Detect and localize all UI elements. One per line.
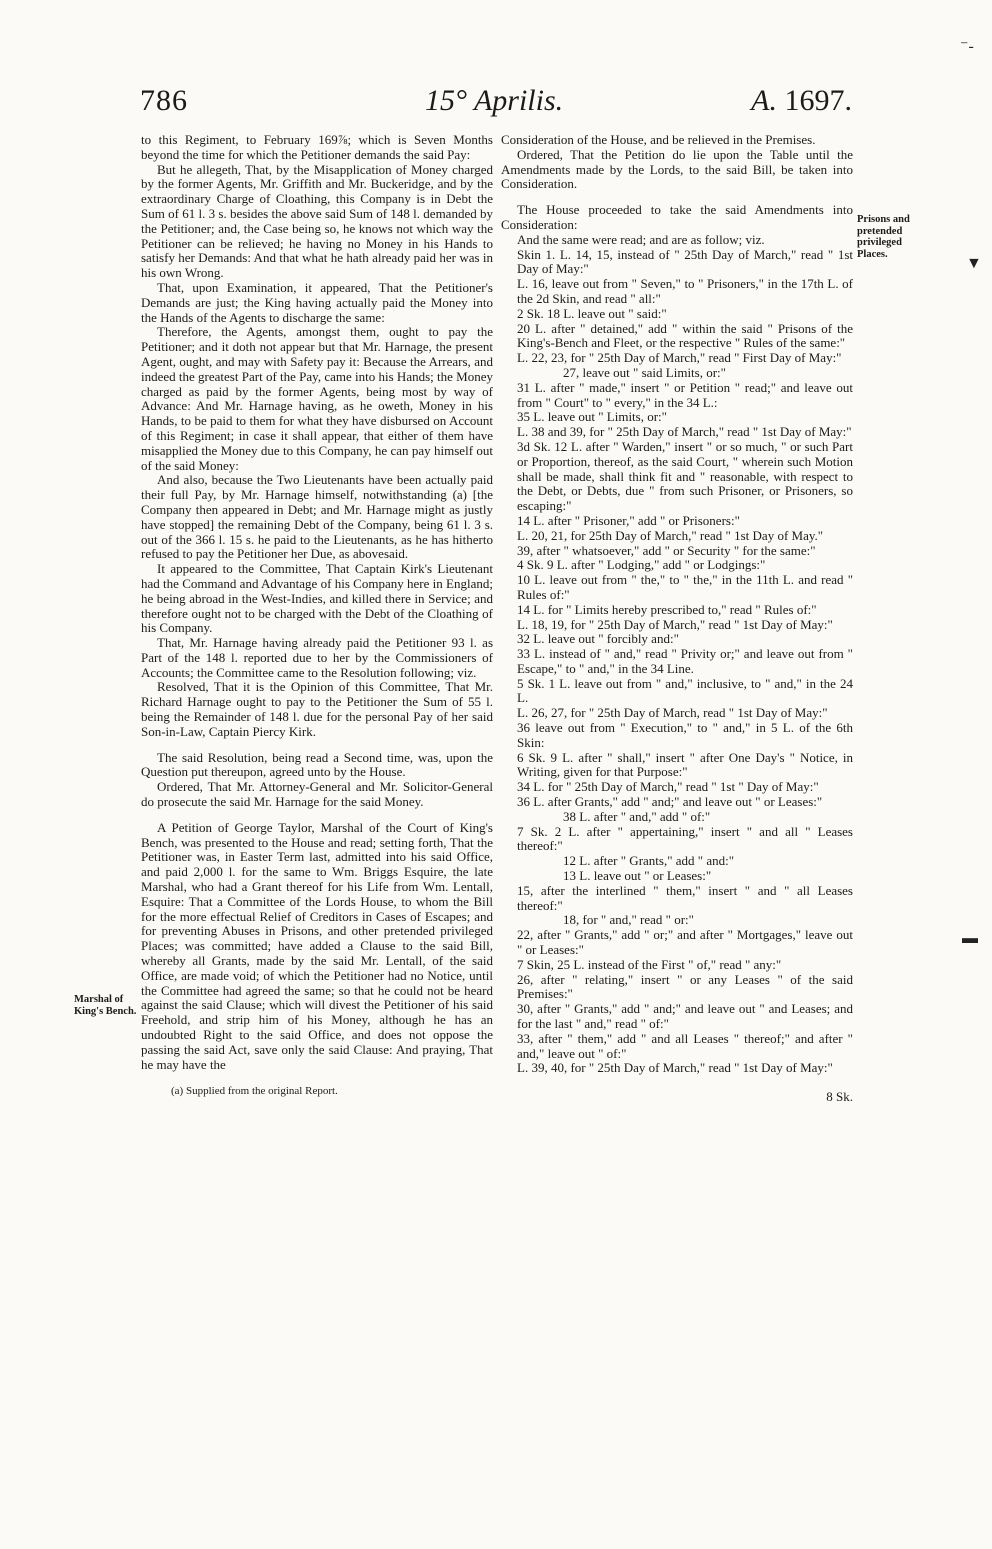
page-number: 786 — [140, 84, 188, 117]
amendment-line: 14 L. after " Prisoner," add " or Prisoners:" — [517, 512, 740, 528]
amendment-line: 2 Sk. 18 L. leave out " said:" — [517, 305, 667, 321]
amendment-line: L. 38 and 39, for " 25th Day of March," read " 1st Day of May:" — [517, 424, 852, 440]
catchword: 8 Sk. — [826, 1089, 853, 1105]
amendment-line: 6 Sk. 9 L. after " shall," insert " after One Day's " Notice, in Writing, given for that Purpose:" — [517, 749, 853, 780]
paragraph: That, Mr. Harnage having already paid the Petitioner 93 l. as Part of the 148 l. reported due to her by the Commissioners of Accounts; the Committee came to the Resolution following; viz. — [141, 635, 493, 680]
amendment-line: 14 L. for " Limits hereby prescribed to," read " Rules of:" — [517, 601, 817, 617]
amendment-line: 7 Sk. 2 L. after " appertaining," insert " and all " Leases thereof:" — [517, 823, 853, 854]
amendment-line: 36 L. after Grants," add " and;" and leave out " or Leases:" — [517, 794, 823, 810]
paragraph: A Petition of George Taylor, Marshal of the Court of King's Bench, was presented to the House and read; setting forth, That the Petitioner was, in Easter Term last, admitted into his said Office, and paid 2,000 l. for the same to Wm. Briggs Esquire, the late Marshal, who had a Grant thereof for his Life from Wm. Lentall, Esquire: That a Committee of the Lords House, to whom the Bill for the more effectual Relief of Creditors in Cases of Escapes; and for preventing Abuses in Prisons, and other pretended privileged Places; was committed; have added a Clause to the said Bill, whereby all Grants, made by the said Mr. Lentall, of the said Office, are made void; of which the Petitioner had no Notice, until the Committee had agreed the same; so that he could not be heard against the said Clause; which will divest the Petitioner of his said Freehold, and strip him of his Money, although he has an undoubted Right to the said Office, and does not oppose the passing the said Act, save only the said Clause: And praying, That he may have the — [141, 819, 493, 1072]
amendment-line: L. 16, leave out from " Seven," to " Prisoners," in the 17th L. of the 2d Skin, and read " all:" — [517, 276, 853, 306]
paragraph: The House proceeded to take the said Amendments into Consideration: — [501, 202, 853, 232]
amendment-line: L. 22, 23, for " 25th Day of March," read " First Day of May:" — [517, 350, 842, 366]
paragraph: That, upon Examination, it appeared, That the Petitioner's Demands are just; the King having actually paid the Money into the Hands of the Agents to discharge the same: — [141, 279, 493, 325]
amendment-line: 30, after " Grants," add " and;" and leave out " and Leases; and for the last " and," read " of:" — [517, 1001, 853, 1032]
right-column — [501, 133, 853, 1105]
year-letter: A. — [751, 84, 777, 117]
amendment-line: 38 L. after " and," add " of:" — [563, 808, 711, 824]
margin-note-prisons: Prisons and pretended privileged Places. — [857, 214, 910, 260]
amendment-line: 15, after the interlined " them," insert " and " all Leases thereof:" — [517, 882, 853, 913]
page-date: 15° Aprilis. — [425, 84, 564, 117]
amendment-line: L. 39, 40, for " 25th Day of March," read " 1st Day of May:" — [517, 1060, 833, 1076]
amendment-line: 39, after " whatsoever," add " or Security " for the same:" — [517, 542, 816, 558]
amendment-line: L. 20, 21, for 25th Day of March," read " 1st Day of May." — [517, 527, 824, 543]
paragraph: The said Resolution, being read a Second time, was, upon the Question put thereupon, agreed unto by the House. — [141, 749, 493, 780]
amendment-line: 36 leave out from " Execution," to " and," in 5 L. of the 6th Skin: — [517, 720, 853, 750]
amendment-line: 12 L. after " Grants," add " and:" — [563, 853, 735, 869]
amendment-line: 10 L. leave out from " the," to " the," in the 11th L. and read " Rules of:" — [517, 572, 853, 602]
edge-mark: ⁻‐ — [960, 38, 974, 55]
paragraph: It appeared to the Committee, That Captain Kirk's Lieutenant had the Command and Advantage of his Company here in England; he being abroad in the West-Indies, and killed there in Service; and therefore ought not to be charged with the Debt of the Cloathing of his Company. — [141, 561, 493, 636]
amendment-line: 5 Sk. 1 L. leave out from " and," inclusive, to " and," in the 24 L. — [517, 675, 853, 706]
year-number: 1697. — [784, 84, 852, 117]
amendment-line: 4 Sk. 9 L. after " Lodging," add " or Lodgings:" — [517, 557, 766, 573]
amendment-line: 35 L. leave out " Limits, or:" — [517, 409, 667, 425]
paragraph: Resolved, That it is the Opinion of this Committee, That Mr. Richard Harnage ought to pay to the Petitioner the Sum of 55 l. being the Remainder of 148 l. due for the personal Pay of her said Son-in-Law, Captain Piercy Kirk. — [141, 679, 493, 739]
amendment-line: 33 L. instead of " and," read " Privity or;" and leave out from " Escape," to " and," in the 34 Line. — [517, 646, 853, 676]
paragraph: to this Regiment, to February 169⅞; which is Seven Months beyond the time for which the Petitioner demands the said Pay: — [141, 132, 493, 162]
amendment-line: 13 L. leave out " or Leases:" — [563, 868, 712, 884]
amendment-line: 26, after " relating," insert " or any Leases " of the said Premises:" — [517, 971, 853, 1002]
amendment-line: 20 L. after " detained," add " within the said " Prisons of the King's-Bench and Fleet, or the respective " Rules of the same:" — [517, 320, 853, 351]
margin-note-marshal: Marshal of King's Bench. — [74, 994, 137, 1017]
amendment-line: Skin 1. L. 14, 15, instead of " 25th Day of March," read " 1st Day of May:" — [517, 246, 853, 277]
amendment-line: L. 18, 19, for " 25th Day of March," read " 1st Day of May:" — [517, 616, 833, 632]
footnote: (a) Supplied from the original Report. — [171, 1085, 338, 1098]
page-header — [140, 84, 852, 128]
amendment-line: 27, leave out " said Limits, or:" — [563, 364, 726, 380]
amendment-line: 31 L. after " made," insert " or Petition " read;" and leave out from " Court" to " every," in the 34 L.: — [517, 379, 853, 410]
paragraph: But he allegeth, That, by the Misapplication of Money charged by the former Agents, Mr. Griffith and Mr. Buckeridge, and by the extraordinary Charge of Cloathing, this Company is in Debt the Sum of 61 l. 3 s. besides the above said Sum of 148 l. demanded by the Petitioner; and, the Case being so, he knows not which way the Petitioner can be relieved; he having no Money in his Hands to satisfy her Demands: And that what he hath already paid her was in his own Wrong. — [141, 161, 493, 281]
amendment-line: 34 L. for " 25th Day of March," read " 1st " Day of May:" — [517, 779, 819, 795]
amendment-line: L. 26, 27, for " 25th Day of March, read " 1st Day of May:" — [517, 705, 828, 721]
edge-mark: ▼ — [966, 255, 982, 272]
paragraph: Consideration of the House, and be relieved in the Premises. — [501, 132, 816, 147]
amendment-line: 18, for " and," read " or:" — [563, 912, 694, 928]
amendment-line: 7 Skin, 25 L. instead of the First " of," read " any:" — [517, 956, 782, 972]
edge-mark: ▬ — [962, 930, 978, 947]
paragraph: Ordered, That Mr. Attorney-General and Mr. Solicitor-General do prosecute the said Mr. Harnage for the said Money. — [141, 779, 493, 810]
amendment-line: 33, after " them," add " and all Leases " thereof;" and after " and," leave out " of:" — [517, 1030, 853, 1061]
amendment-line: 32 L. leave out " forcibly and:" — [517, 631, 679, 647]
paragraph: Therefore, the Agents, amongst them, ought to pay the Petitioner; and it doth not appear but that Mr. Harnage, the present Agent, ought, and may with Safety pay it: Because the Arrears, and indeed the greatest Part of the Pay, came into his Hands; the Money charged as paid by the former Agents, being most by way of Advance: And Mr. Harnage having, as he oweth, Money in his Hands, to be paid to them for what they have disbursed on Account of this Regiment; in case it shall appear, that either of them have misapplied the Money due to this Company, he can pay himself out of the said Money: — [141, 324, 493, 473]
paragraph: And also, because the Two Lieutenants have been actually paid their full Pay, by Mr. Harnage himself, notwithstanding (a) [the Company then appeared in Debt; and Mr. Harnage might as justly have stopped] the remaining Debt of the Company, being 61 l. 3 s. out of the 366 l. 15 s. he paid to the Lieutenants, as he has hitherto refused to pay the Petitioner her Due, as abovesaid. — [141, 472, 493, 562]
paragraph: Ordered, That the Petition do lie upon the Table until the Amendments made by the Lords, to the said Bill, be taken into Consideration. — [501, 146, 853, 192]
left-column — [141, 133, 493, 1099]
page-year — [751, 84, 852, 118]
amendment-line: 3d Sk. 12 L. after " Warden," insert " or so much, " or such Part or Proportion, thereof, as the said Court, " wherein such Motion shall be made, shall think fit and " reasonable, with respect to the Debt, or Debts, due " from such Prisoner, or Prisoners, so escaping:" — [517, 438, 853, 514]
paragraph: And the same were read; and are as follow; viz. — [517, 231, 765, 247]
amendment-line: 22, after " Grants," add " or;" and after " Mortgages," leave out " or Leases:" — [517, 927, 853, 958]
